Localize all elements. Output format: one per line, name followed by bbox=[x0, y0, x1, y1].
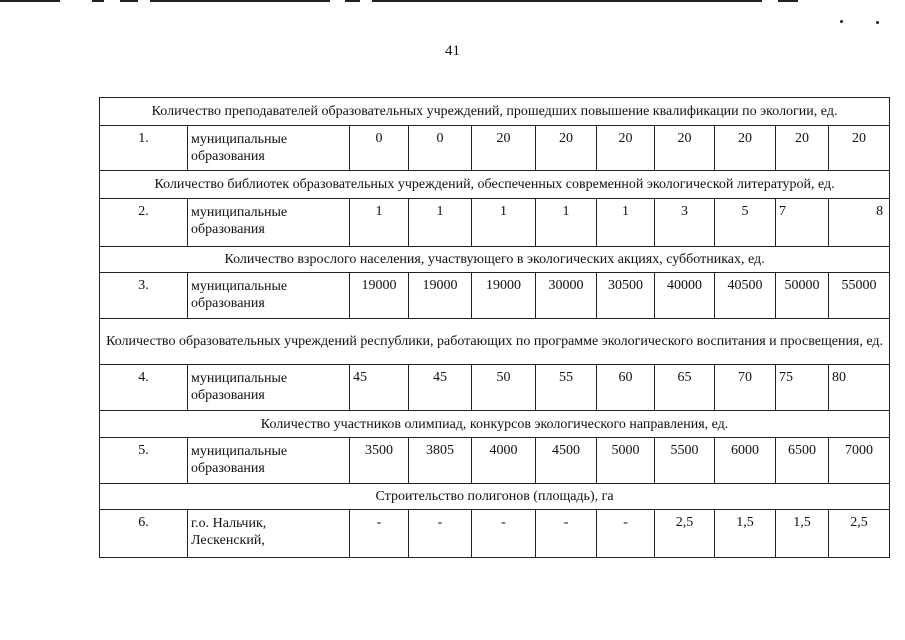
indicator-title: Количество преподавателей образовательных учреждений, прошедших повышение квалификации по экологии, ед. bbox=[100, 98, 890, 126]
row-subject-line: муниципальные bbox=[191, 132, 288, 147]
row-subject-line: образования bbox=[191, 461, 265, 476]
row-number: 3. bbox=[100, 273, 188, 319]
value-cell: 19000 bbox=[350, 273, 409, 319]
row-subject bbox=[188, 438, 350, 484]
value-cell: 5000 bbox=[597, 438, 655, 484]
value-cell: 40000 bbox=[655, 273, 715, 319]
value-cell: 70 bbox=[715, 365, 776, 411]
value-cell: 4000 bbox=[472, 438, 536, 484]
value-cell: 20 bbox=[655, 126, 715, 171]
indicator-header-row bbox=[100, 484, 890, 510]
value-cell: 19000 bbox=[472, 273, 536, 319]
value-cell: 65 bbox=[655, 365, 715, 411]
indicator-title: Количество взрослого населения, участвующего в экологических акциях, субботниках, ед. bbox=[100, 247, 890, 273]
row-number: 2. bbox=[100, 199, 188, 247]
indicator-header-row bbox=[100, 411, 890, 438]
indicator-header-row bbox=[100, 171, 890, 199]
indicator-header-row bbox=[100, 247, 890, 273]
row-number: 4. bbox=[100, 365, 188, 411]
value-cell: 19000 bbox=[409, 273, 472, 319]
row-subject bbox=[188, 199, 350, 247]
row-subject-line: г.о. Нальчик, bbox=[191, 516, 267, 531]
table-row bbox=[100, 438, 890, 484]
value-cell: 3500 bbox=[350, 438, 409, 484]
indicator-title: Количество образовательных учреждений республики, работающих по программе экологического воспитания и просвещения, ед. bbox=[100, 319, 890, 365]
value-cell: 40500 bbox=[715, 273, 776, 319]
value-cell: 1,5 bbox=[715, 510, 776, 558]
value-cell: 1 bbox=[409, 199, 472, 247]
value-cell: 1 bbox=[536, 199, 597, 247]
value-cell: 50000 bbox=[776, 273, 829, 319]
row-subject-line: Лескенский, bbox=[191, 533, 265, 548]
value-cell: 1,5 bbox=[776, 510, 829, 558]
value-cell: 1 bbox=[350, 199, 409, 247]
table-row bbox=[100, 273, 890, 319]
row-subject-line: муниципальные bbox=[191, 371, 288, 386]
value-cell: 20 bbox=[597, 126, 655, 171]
row-subject bbox=[188, 365, 350, 411]
value-cell: 2,5 bbox=[829, 510, 890, 558]
value-cell: 0 bbox=[409, 126, 472, 171]
indicator-title: Количество библиотек образовательных учреждений, обеспеченных современной экологической литературой, ед. bbox=[100, 171, 890, 199]
value-cell: 7000 bbox=[829, 438, 890, 484]
indicator-header-row bbox=[100, 98, 890, 126]
row-subject-line: образования bbox=[191, 149, 265, 164]
value-cell: 50 bbox=[472, 365, 536, 411]
value-cell: 5500 bbox=[655, 438, 715, 484]
value-cell: - bbox=[472, 510, 536, 558]
value-cell: 55 bbox=[536, 365, 597, 411]
table-row bbox=[100, 510, 890, 558]
table-row bbox=[100, 199, 890, 247]
row-subject-line: муниципальные bbox=[191, 205, 288, 220]
value-cell: 6500 bbox=[776, 438, 829, 484]
row-subject-line: муниципальные bbox=[191, 279, 288, 294]
value-cell: 20 bbox=[829, 126, 890, 171]
value-cell: 20 bbox=[776, 126, 829, 171]
scan-speck bbox=[876, 21, 879, 24]
value-cell: 5 bbox=[715, 199, 776, 247]
value-cell: 60 bbox=[597, 365, 655, 411]
value-cell: - bbox=[409, 510, 472, 558]
value-cell: 1 bbox=[472, 199, 536, 247]
value-cell: 20 bbox=[715, 126, 776, 171]
value-cell: 75 bbox=[776, 365, 829, 411]
row-subject-line: муниципальные bbox=[191, 444, 288, 459]
page-number: 41 bbox=[445, 43, 460, 59]
indicator-header-row bbox=[100, 319, 890, 365]
value-cell: 45 bbox=[350, 365, 409, 411]
table-row bbox=[100, 365, 890, 411]
value-cell: 8 bbox=[829, 199, 890, 247]
row-subject bbox=[188, 126, 350, 171]
row-subject bbox=[188, 510, 350, 558]
row-number: 1. bbox=[100, 126, 188, 171]
value-cell: 45 bbox=[409, 365, 472, 411]
value-cell: 30000 bbox=[536, 273, 597, 319]
value-cell: 55000 bbox=[829, 273, 890, 319]
value-cell: - bbox=[597, 510, 655, 558]
row-number: 6. bbox=[100, 510, 188, 558]
value-cell: 6000 bbox=[715, 438, 776, 484]
value-cell: 1 bbox=[597, 199, 655, 247]
value-cell: 0 bbox=[350, 126, 409, 171]
value-cell: 7 bbox=[776, 199, 829, 247]
value-cell: - bbox=[350, 510, 409, 558]
value-cell: 30500 bbox=[597, 273, 655, 319]
value-cell: 3805 bbox=[409, 438, 472, 484]
row-subject-line: образования bbox=[191, 296, 265, 311]
scan-top-edge bbox=[0, 0, 905, 3]
scan-speck bbox=[840, 20, 843, 23]
value-cell: 3 bbox=[655, 199, 715, 247]
indicators-table bbox=[99, 97, 890, 558]
value-cell: 20 bbox=[536, 126, 597, 171]
value-cell: 4500 bbox=[536, 438, 597, 484]
indicator-title: Количество участников олимпиад, конкурсов экологического направления, ед. bbox=[100, 411, 890, 438]
value-cell: 80 bbox=[829, 365, 890, 411]
indicator-title: Строительство полигонов (площадь), га bbox=[100, 484, 890, 510]
row-subject-line: образования bbox=[191, 388, 265, 403]
value-cell: 20 bbox=[472, 126, 536, 171]
table-row bbox=[100, 126, 890, 171]
row-subject-line: образования bbox=[191, 222, 265, 237]
value-cell: - bbox=[536, 510, 597, 558]
row-number: 5. bbox=[100, 438, 188, 484]
value-cell: 2,5 bbox=[655, 510, 715, 558]
row-subject bbox=[188, 273, 350, 319]
